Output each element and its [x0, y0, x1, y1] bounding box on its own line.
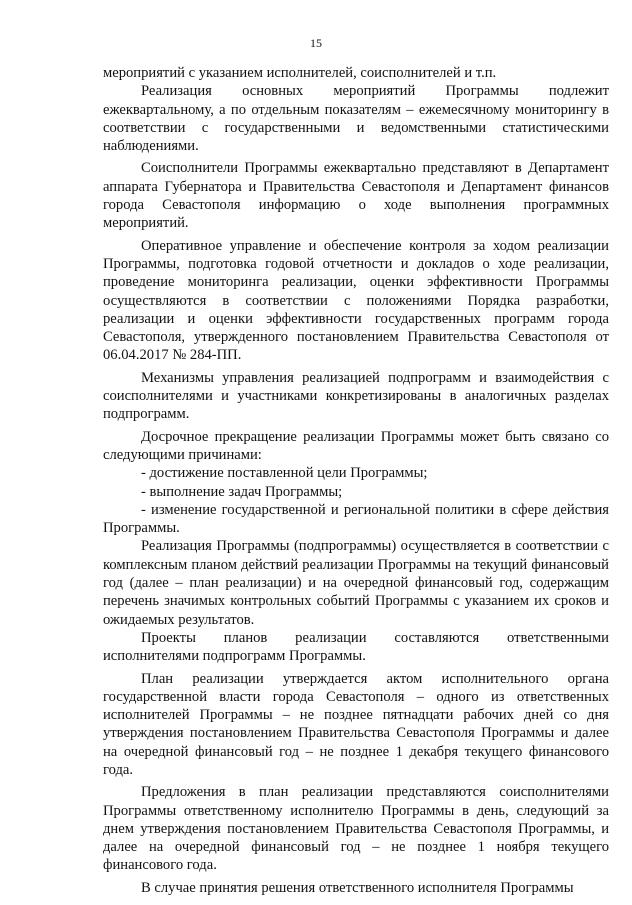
- paragraph: В случае принятия решения ответственного исполнителя Программы: [141, 879, 574, 896]
- page-number: 15: [310, 36, 322, 50]
- document-body: [103, 64, 609, 897]
- paragraph: мероприятий с указанием исполнителей, соисполнителей и т.п.: [103, 65, 497, 81]
- paragraph: Досрочное прекращение реализации Программы может быть связано со следующими причинами:: [103, 428, 609, 463]
- paragraph: Проекты планов реализации составляются ответственными исполнителями подпрограмм Программы.: [103, 629, 609, 665]
- list-item: - выполнение задач Программы;: [141, 483, 343, 500]
- paragraph: Реализация Программы (подпрограммы) осуществляется в соответствии с комплексным планом действий реализации Программы на текущий финансовый год (далее – план реализации) и на очередной финансовый год, содержащим перечень значимых контрольных событий Программы с указанием их сроков и ожидаемых результатов.: [103, 538, 609, 628]
- paragraph: Оперативное управление и обеспечение контроля за ходом реализации Программы, подготовка годовой отчетности и докладов о ходе реализации, проведение мониторинга реализации, оценки эффективности Программы осуществляются в соответствии с положениями Порядка разработки, реализации и оценки эффективности государственных программ города Севастополя, утвержденного постановлением Правительства Севастополя от 06.04.2017 № 284-ПП.: [103, 237, 609, 364]
- paragraph: Соисполнители Программы ежеквартально представляют в Департамент аппарата Губернатора и Правительства Севастополя и Департамент финансов города Севастополя информацию о ходе выполнения программных мероприятий.: [103, 160, 609, 232]
- list-item: - достижение поставленной цели Программы;: [141, 465, 428, 482]
- paragraph: Предложения в план реализации представляются соисполнителями Программы ответственному исполнителю Программы в день, следующий за днем утверждения постановлением Правительства Севастополя Программы, и далее на очередной финансовый год – не позднее 1 ноября текущего финансового года.: [103, 784, 609, 874]
- paragraph: Механизмы управления реализацией подпрограмм и взаимодействия с соисполнителями и участниками конкретизированы в аналогичных разделах подпрограмм.: [103, 369, 609, 423]
- paragraph: Реализация основных мероприятий Программы подлежит ежеквартальному, а по отдельным показателям – ежемесячному мониторингу в соответствии с государственными и ведомственными статистическими наблюдениями.: [103, 83, 609, 155]
- paragraph: План реализации утверждается актом исполнительного органа государственной власти города Севастополя – одного из ответственных исполнителей Программы – не позднее пятнадцати рабочих дней со дня утверждения постановлением Правительства Севастополя Программы и далее на очередной финансовый год – не позднее 1 декабря текущего финансового года.: [103, 670, 609, 778]
- list-item: - изменение государственной и региональной политики в сфере действия Программы.: [103, 501, 609, 537]
